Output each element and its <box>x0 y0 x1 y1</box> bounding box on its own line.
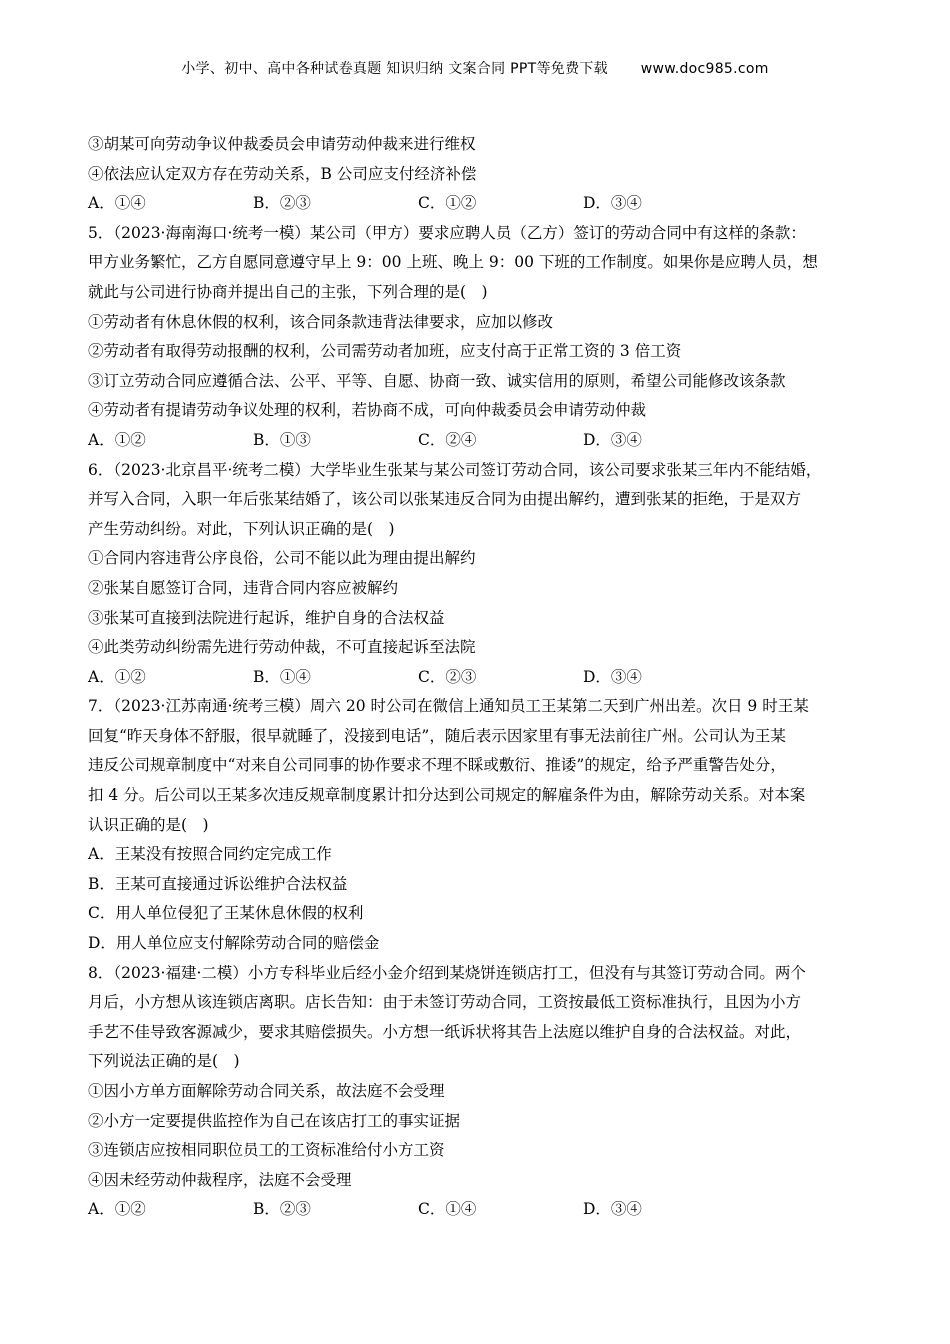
question-stem-line: 就此与公司进行协商并提出自己的主张，下列合理的是( ) <box>88 282 488 301</box>
header-url: www.doc985.com <box>640 61 769 77</box>
option-b: B．①③ <box>253 430 311 449</box>
option-a: A．①② <box>88 667 146 686</box>
question-6 <box>88 456 878 693</box>
list-item: ④因未经劳动仲裁程序，法庭不会受理 <box>88 1170 352 1189</box>
question-stem-line: 7．（2023·江苏南通·统考三模）周六 20 时公司在微信上通知员工王某第二天到广州出差。次日 9 时王某 <box>88 697 809 716</box>
question-stem-line: 产生劳动纠纷。对此，下列认识正确的是( ) <box>88 519 395 538</box>
question-stem-line: 回复“昨天身体不舒服，很早就睡了，没接到电话”，随后表示因家里有事无法前往广州。公司认为王某 <box>88 726 786 745</box>
question-stem-line: 5．（2023·海南海口·统考一模）某公司（甲方）要求应聘人员（乙方）签订的劳动合同中有这样的条款： <box>88 223 806 242</box>
list-item: ④依法应认定双方存在劳动关系，B 公司应支付经济补偿 <box>88 164 477 183</box>
option-d: D．③④ <box>583 667 642 686</box>
list-item: ③连锁店应按相同职位员工的工资标准给付小方工资 <box>88 1141 445 1160</box>
list-item: ②张某自愿签订合同，违背合同内容应被解约 <box>88 578 399 597</box>
document-body <box>88 130 878 1225</box>
list-item: ③胡某可向劳动争议仲裁委员会申请劳动仲裁来进行维权 <box>88 135 476 153</box>
question-7 <box>88 692 878 958</box>
list-item: ②小方一定要提供监控作为自己在该店打工的事实证据 <box>88 1111 461 1130</box>
choice-d: D．用人单位应支付解除劳动合同的赔偿金 <box>88 934 380 953</box>
page-header <box>0 58 950 78</box>
list-item: ①合同内容违背公序良俗，公司不能以此为理由提出解约 <box>88 549 476 568</box>
option-c: C．①② <box>418 194 477 213</box>
option-c: C．①④ <box>418 1200 477 1219</box>
answer-options <box>88 663 878 693</box>
question-8 <box>88 959 878 1225</box>
option-a: A．①② <box>88 1200 146 1219</box>
option-d: D．③④ <box>583 430 642 449</box>
list-item: ③订立劳动合同应遵循合法、公平、平等、自愿、协商一致、诚实信用的原则，希望公司能修改该条款 <box>88 371 786 390</box>
question-5 <box>88 219 878 456</box>
option-a: A．①④ <box>88 194 146 213</box>
list-item: ④此类劳动纠纷需先进行劳动仲裁，不可直接起诉至法院 <box>88 638 476 657</box>
list-item: ③张某可直接到法院进行起诉，维护自身的合法权益 <box>88 608 445 627</box>
question-4-remainder <box>88 130 878 219</box>
question-stem-line: 手艺不佳导致客源减少，要求其赔偿损失。小方想一纸诉状将其告上法庭以维护自身的合法权益。对此， <box>88 1022 802 1041</box>
option-a: A．①② <box>88 430 146 449</box>
option-b: B．②③ <box>253 1200 311 1219</box>
answer-options <box>88 426 878 456</box>
question-stem-line: 并写入合同，入职一年后张某结婚了，该公司以张某违反合同为由提出解约，遭到张某的拒绝，于是双方 <box>88 490 802 509</box>
option-d: D．③④ <box>583 1200 642 1219</box>
choice-a: A．王某没有按照合同约定完成工作 <box>88 845 332 864</box>
question-stem-line: 下列说法正确的是( ) <box>88 1052 240 1071</box>
choice-c: C．用人单位侵犯了王某休息休假的权利 <box>88 904 364 923</box>
list-item: ②劳动者有取得劳动报酬的权利，公司需劳动者加班，应支付高于正常工资的 3 倍工资 <box>88 342 682 361</box>
option-d: D．③④ <box>583 194 642 213</box>
choice-b: B．王某可直接通过诉讼维护合法权益 <box>88 874 348 893</box>
question-stem-line: 月后，小方想从该连锁店离职。店长告知：由于未签订劳动合同，工资按最低工资标准执行，且因为小方 <box>88 993 802 1012</box>
question-stem-line: 认识正确的是( ) <box>88 815 209 834</box>
option-c: C．②④ <box>418 430 477 449</box>
option-b: B．①④ <box>253 667 311 686</box>
question-stem-line: 6．（2023·北京昌平·统考二模）大学毕业生张某与某公司签订劳动合同，该公司要求张某三年内不能结婚， <box>88 460 822 479</box>
answer-options <box>88 1195 878 1225</box>
option-c: C．②③ <box>418 667 477 686</box>
option-b: B．②③ <box>253 194 311 213</box>
question-stem-line: 违反公司规章制度中“对来自公司同事的协作要求不理不睬或敷衍、推诿”的规定，给予严重警告处分， <box>88 756 786 775</box>
question-stem-line: 甲方业务繁忙，乙方自愿同意遵守早上 9：00 上班、晚上 9：00 下班的工作制度。如果你是应聘人员，想 <box>88 253 818 272</box>
question-stem-line: 扣 4 分。后公司以王某多次违反规章制度累计扣分达到公司规定的解雇条件为由，解除劳动关系。对本案 <box>88 786 806 805</box>
list-item: ①因小方单方面解除劳动合同关系，故法庭不会受理 <box>88 1082 445 1100</box>
answer-options <box>88 189 878 219</box>
question-stem-line: 8．（2023·福建·二模）小方专科毕业后经小金介绍到某烧饼连锁店打工，但没有与其签订劳动合同。两个 <box>88 963 806 982</box>
list-item: ①劳动者有休息休假的权利，该合同条款违背法律要求，应加以修改 <box>88 312 554 331</box>
list-item: ④劳动者有提请劳动争议处理的权利，若协商不成，可向仲裁委员会申请劳动仲裁 <box>88 401 647 420</box>
header-text: 小学、初中、高中各种试卷真题 知识归纳 文案合同 PPT等免费下载 <box>181 61 608 77</box>
